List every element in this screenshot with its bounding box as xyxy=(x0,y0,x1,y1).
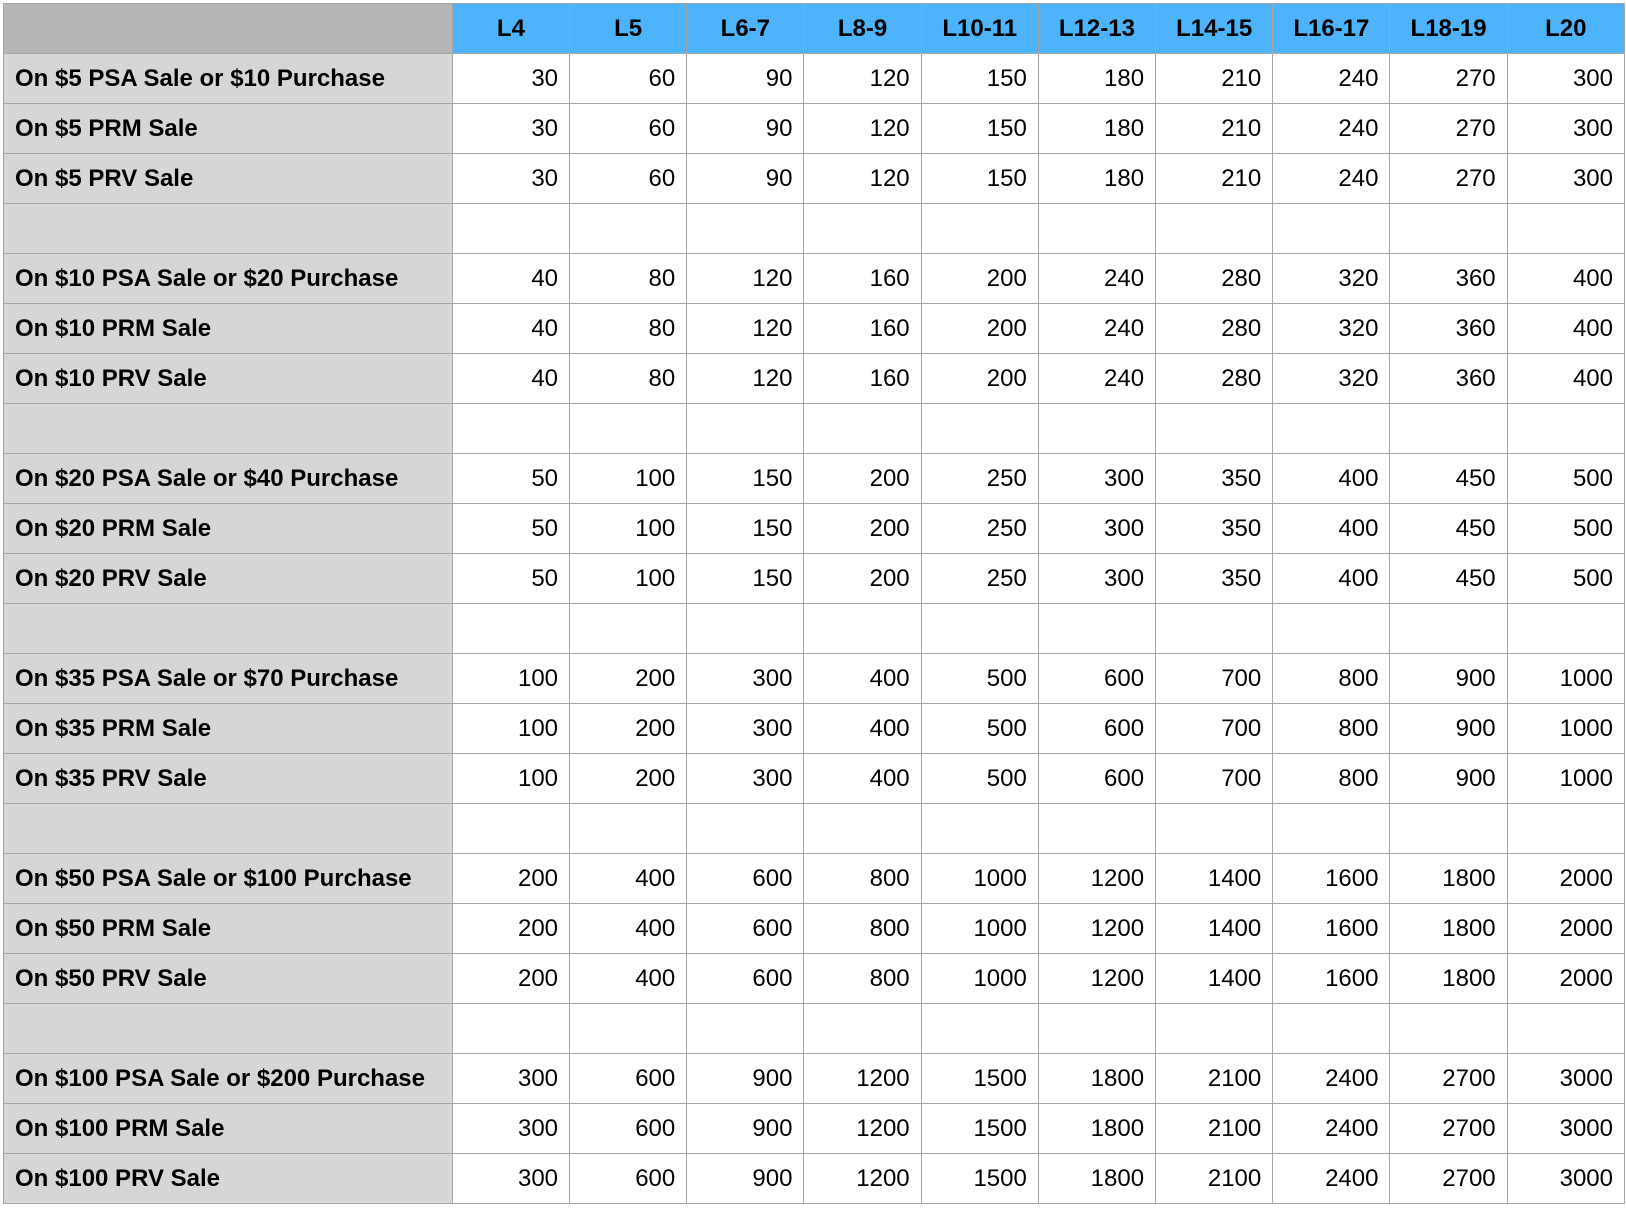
value-cell[interactable]: 30 xyxy=(452,154,569,204)
value-cell[interactable]: 270 xyxy=(1390,54,1507,104)
value-cell[interactable]: 280 xyxy=(1156,354,1273,404)
value-cell[interactable]: 2400 xyxy=(1273,1154,1390,1204)
value-cell[interactable]: 300 xyxy=(687,704,804,754)
column-header[interactable]: L16-17 xyxy=(1273,4,1390,54)
value-cell[interactable] xyxy=(1038,204,1155,254)
row-label[interactable] xyxy=(4,204,453,254)
value-cell[interactable]: 1400 xyxy=(1156,854,1273,904)
value-cell[interactable]: 320 xyxy=(1273,254,1390,304)
value-cell[interactable] xyxy=(1038,604,1155,654)
value-cell[interactable]: 700 xyxy=(1156,654,1273,704)
value-cell[interactable]: 900 xyxy=(1390,654,1507,704)
value-cell[interactable]: 800 xyxy=(1273,754,1390,804)
value-cell[interactable] xyxy=(1390,1004,1507,1054)
value-cell[interactable]: 50 xyxy=(452,454,569,504)
table-row xyxy=(4,54,1625,104)
value-cell[interactable]: 600 xyxy=(1038,654,1155,704)
value-cell[interactable]: 400 xyxy=(1507,254,1624,304)
value-cell[interactable]: 200 xyxy=(570,654,687,704)
value-cell[interactable] xyxy=(804,604,921,654)
value-cell[interactable]: 2700 xyxy=(1390,1104,1507,1154)
value-cell[interactable]: 200 xyxy=(452,904,569,954)
value-cell[interactable]: 400 xyxy=(804,754,921,804)
value-cell[interactable]: 120 xyxy=(687,304,804,354)
value-cell[interactable]: 450 xyxy=(1390,454,1507,504)
row-label[interactable] xyxy=(4,804,453,854)
value-cell[interactable]: 400 xyxy=(570,954,687,1004)
value-cell[interactable]: 250 xyxy=(921,454,1038,504)
value-cell[interactable]: 150 xyxy=(687,554,804,604)
value-cell[interactable]: 40 xyxy=(452,354,569,404)
value-cell[interactable]: 80 xyxy=(570,304,687,354)
value-cell[interactable]: 50 xyxy=(452,554,569,604)
value-cell[interactable] xyxy=(921,804,1038,854)
value-cell[interactable]: 1200 xyxy=(1038,954,1155,1004)
value-cell[interactable]: 90 xyxy=(687,54,804,104)
value-cell[interactable]: 450 xyxy=(1390,554,1507,604)
value-cell[interactable]: 160 xyxy=(804,354,921,404)
value-cell[interactable]: 1800 xyxy=(1390,854,1507,904)
row-label[interactable] xyxy=(4,604,453,654)
value-cell[interactable]: 600 xyxy=(1038,704,1155,754)
value-cell[interactable]: 1200 xyxy=(804,1104,921,1154)
value-cell[interactable] xyxy=(452,604,569,654)
value-cell[interactable]: 1400 xyxy=(1156,954,1273,1004)
value-cell[interactable]: 150 xyxy=(921,154,1038,204)
value-cell[interactable]: 210 xyxy=(1156,154,1273,204)
value-cell[interactable]: 400 xyxy=(1507,354,1624,404)
value-cell[interactable]: 210 xyxy=(1156,54,1273,104)
value-cell[interactable]: 600 xyxy=(570,1154,687,1204)
value-cell[interactable]: 60 xyxy=(570,154,687,204)
value-cell[interactable]: 800 xyxy=(1273,704,1390,754)
row-label[interactable]: On $50 PSA Sale or $100 Purchase xyxy=(4,854,453,904)
value-cell[interactable] xyxy=(1156,1004,1273,1054)
value-cell[interactable]: 3000 xyxy=(1507,1154,1624,1204)
value-cell[interactable]: 800 xyxy=(804,954,921,1004)
value-cell[interactable]: 200 xyxy=(570,704,687,754)
value-cell[interactable]: 240 xyxy=(1273,154,1390,204)
value-cell[interactable]: 400 xyxy=(1507,304,1624,354)
value-cell[interactable]: 210 xyxy=(1156,104,1273,154)
value-cell[interactable] xyxy=(804,404,921,454)
row-label[interactable]: On $50 PRV Sale xyxy=(4,954,453,1004)
value-cell[interactable]: 2100 xyxy=(1156,1104,1273,1154)
value-cell[interactable]: 400 xyxy=(1273,504,1390,554)
value-cell[interactable]: 150 xyxy=(921,104,1038,154)
row-label[interactable]: On $5 PRV Sale xyxy=(4,154,453,204)
value-cell[interactable] xyxy=(687,1004,804,1054)
row-label[interactable]: On $20 PRM Sale xyxy=(4,504,453,554)
table-row xyxy=(4,104,1625,154)
spacer-row xyxy=(4,204,1625,254)
value-cell[interactable]: 180 xyxy=(1038,104,1155,154)
spacer-row xyxy=(4,404,1625,454)
value-cell[interactable] xyxy=(1507,204,1624,254)
value-cell[interactable] xyxy=(1507,804,1624,854)
value-cell[interactable] xyxy=(570,404,687,454)
value-cell[interactable] xyxy=(570,204,687,254)
column-header[interactable]: L8-9 xyxy=(804,4,921,54)
table-row xyxy=(4,854,1625,904)
value-cell[interactable] xyxy=(687,604,804,654)
value-cell[interactable]: 2000 xyxy=(1507,954,1624,1004)
value-cell[interactable]: 1200 xyxy=(804,1154,921,1204)
table-row xyxy=(4,1104,1625,1154)
value-cell[interactable]: 240 xyxy=(1273,104,1390,154)
value-cell[interactable]: 1600 xyxy=(1273,854,1390,904)
value-cell[interactable]: 1600 xyxy=(1273,904,1390,954)
value-cell[interactable]: 160 xyxy=(804,304,921,354)
value-cell[interactable]: 800 xyxy=(804,904,921,954)
value-cell[interactable]: 100 xyxy=(570,504,687,554)
value-cell[interactable]: 600 xyxy=(1038,754,1155,804)
value-cell[interactable]: 200 xyxy=(452,954,569,1004)
table-row xyxy=(4,904,1625,954)
column-header[interactable]: L14-15 xyxy=(1156,4,1273,54)
row-label[interactable]: On $100 PRM Sale xyxy=(4,1104,453,1154)
value-cell[interactable]: 1200 xyxy=(1038,854,1155,904)
column-header[interactable]: L18-19 xyxy=(1390,4,1507,54)
value-cell[interactable]: 350 xyxy=(1156,554,1273,604)
value-cell[interactable]: 1800 xyxy=(1038,1154,1155,1204)
value-cell[interactable]: 1200 xyxy=(804,1054,921,1104)
value-cell[interactable]: 100 xyxy=(452,754,569,804)
value-cell[interactable]: 120 xyxy=(687,354,804,404)
value-cell[interactable]: 30 xyxy=(452,104,569,154)
value-cell[interactable]: 90 xyxy=(687,104,804,154)
value-cell[interactable]: 60 xyxy=(570,54,687,104)
value-cell[interactable]: 900 xyxy=(687,1154,804,1204)
value-cell[interactable]: 1500 xyxy=(921,1054,1038,1104)
value-cell[interactable]: 180 xyxy=(1038,54,1155,104)
value-cell[interactable]: 120 xyxy=(687,254,804,304)
value-cell[interactable]: 400 xyxy=(804,654,921,704)
points-table xyxy=(3,3,1625,1204)
value-cell[interactable] xyxy=(1273,604,1390,654)
value-cell[interactable]: 80 xyxy=(570,354,687,404)
value-cell[interactable]: 80 xyxy=(570,254,687,304)
value-cell[interactable] xyxy=(452,404,569,454)
value-cell[interactable]: 240 xyxy=(1038,304,1155,354)
value-cell[interactable]: 200 xyxy=(804,554,921,604)
value-cell[interactable]: 300 xyxy=(1038,554,1155,604)
value-cell[interactable]: 200 xyxy=(570,754,687,804)
row-label[interactable]: On $35 PRM Sale xyxy=(4,704,453,754)
value-cell[interactable]: 100 xyxy=(452,704,569,754)
value-cell[interactable] xyxy=(687,404,804,454)
value-cell[interactable]: 350 xyxy=(1156,504,1273,554)
value-cell[interactable]: 1000 xyxy=(921,854,1038,904)
value-cell[interactable]: 2000 xyxy=(1507,854,1624,904)
table-row xyxy=(4,354,1625,404)
value-cell[interactable]: 600 xyxy=(687,854,804,904)
value-cell[interactable] xyxy=(1507,1004,1624,1054)
value-cell[interactable]: 1000 xyxy=(1507,704,1624,754)
value-cell[interactable]: 400 xyxy=(570,904,687,954)
value-cell[interactable] xyxy=(1390,404,1507,454)
value-cell[interactable]: 1800 xyxy=(1390,954,1507,1004)
value-cell[interactable]: 100 xyxy=(570,554,687,604)
value-cell[interactable]: 160 xyxy=(804,254,921,304)
value-cell[interactable]: 300 xyxy=(1038,504,1155,554)
value-cell[interactable] xyxy=(1390,604,1507,654)
value-cell[interactable]: 100 xyxy=(452,654,569,704)
value-cell[interactable] xyxy=(452,204,569,254)
value-cell[interactable]: 2700 xyxy=(1390,1054,1507,1104)
value-cell[interactable]: 90 xyxy=(687,154,804,204)
row-label[interactable]: On $20 PSA Sale or $40 Purchase xyxy=(4,454,453,504)
table-row xyxy=(4,304,1625,354)
value-cell[interactable] xyxy=(1507,404,1624,454)
value-cell[interactable]: 2100 xyxy=(1156,1054,1273,1104)
value-cell[interactable]: 900 xyxy=(687,1054,804,1104)
column-header[interactable]: L20 xyxy=(1507,4,1624,54)
value-cell[interactable] xyxy=(570,804,687,854)
value-cell[interactable]: 500 xyxy=(1507,504,1624,554)
table-row xyxy=(4,1154,1625,1204)
value-cell[interactable]: 1000 xyxy=(921,954,1038,1004)
value-cell[interactable]: 300 xyxy=(687,654,804,704)
value-cell[interactable]: 2400 xyxy=(1273,1104,1390,1154)
column-header[interactable]: L4 xyxy=(452,4,569,54)
value-cell[interactable]: 3000 xyxy=(1507,1104,1624,1154)
value-cell[interactable]: 500 xyxy=(921,704,1038,754)
value-cell[interactable]: 500 xyxy=(921,654,1038,704)
table-row xyxy=(4,254,1625,304)
value-cell[interactable]: 1600 xyxy=(1273,954,1390,1004)
value-cell[interactable]: 320 xyxy=(1273,304,1390,354)
table-row xyxy=(4,554,1625,604)
value-cell[interactable]: 280 xyxy=(1156,254,1273,304)
row-label[interactable]: On $35 PSA Sale or $70 Purchase xyxy=(4,654,453,704)
value-cell[interactable]: 120 xyxy=(804,104,921,154)
value-cell[interactable]: 320 xyxy=(1273,354,1390,404)
value-cell[interactable]: 1000 xyxy=(921,904,1038,954)
column-header[interactable]: L12-13 xyxy=(1038,4,1155,54)
value-cell[interactable]: 300 xyxy=(452,1104,569,1154)
table-row xyxy=(4,504,1625,554)
value-cell[interactable]: 270 xyxy=(1390,104,1507,154)
value-cell[interactable] xyxy=(570,1004,687,1054)
value-cell[interactable]: 1200 xyxy=(1038,904,1155,954)
table-row xyxy=(4,1054,1625,1104)
spacer-row xyxy=(4,804,1625,854)
value-cell[interactable]: 600 xyxy=(570,1104,687,1154)
value-cell[interactable]: 500 xyxy=(921,754,1038,804)
value-cell[interactable] xyxy=(1273,404,1390,454)
row-label[interactable]: On $10 PRV Sale xyxy=(4,354,453,404)
header-row xyxy=(4,4,1625,54)
value-cell[interactable]: 300 xyxy=(1507,104,1624,154)
row-label[interactable]: On $20 PRV Sale xyxy=(4,554,453,604)
table-body xyxy=(4,54,1625,1204)
value-cell[interactable] xyxy=(1156,204,1273,254)
value-cell[interactable] xyxy=(804,804,921,854)
value-cell[interactable]: 270 xyxy=(1390,154,1507,204)
value-cell[interactable]: 1400 xyxy=(1156,904,1273,954)
value-cell[interactable]: 500 xyxy=(1507,554,1624,604)
value-cell[interactable]: 900 xyxy=(687,1104,804,1154)
value-cell[interactable]: 2700 xyxy=(1390,1154,1507,1204)
value-cell[interactable]: 1500 xyxy=(921,1104,1038,1154)
value-cell[interactable]: 200 xyxy=(921,354,1038,404)
value-cell[interactable] xyxy=(687,804,804,854)
row-label[interactable]: On $100 PSA Sale or $200 Purchase xyxy=(4,1054,453,1104)
value-cell[interactable]: 700 xyxy=(1156,704,1273,754)
value-cell[interactable] xyxy=(1507,604,1624,654)
table-row xyxy=(4,654,1625,704)
value-cell[interactable]: 280 xyxy=(1156,304,1273,354)
value-cell[interactable]: 150 xyxy=(687,504,804,554)
value-cell[interactable]: 1800 xyxy=(1038,1054,1155,1104)
value-cell[interactable]: 500 xyxy=(1507,454,1624,504)
table-row xyxy=(4,454,1625,504)
table-row xyxy=(4,754,1625,804)
value-cell[interactable] xyxy=(804,1004,921,1054)
value-cell[interactable]: 120 xyxy=(804,54,921,104)
value-cell[interactable]: 1000 xyxy=(1507,654,1624,704)
value-cell[interactable]: 600 xyxy=(687,954,804,1004)
value-cell[interactable] xyxy=(1390,204,1507,254)
value-cell[interactable]: 300 xyxy=(687,754,804,804)
value-cell[interactable]: 1000 xyxy=(1507,754,1624,804)
value-cell[interactable] xyxy=(921,1004,1038,1054)
row-label[interactable] xyxy=(4,1004,453,1054)
row-label[interactable]: On $100 PRV Sale xyxy=(4,1154,453,1204)
value-cell[interactable]: 60 xyxy=(570,104,687,154)
value-cell[interactable] xyxy=(921,204,1038,254)
value-cell[interactable] xyxy=(1038,804,1155,854)
value-cell[interactable] xyxy=(452,804,569,854)
value-cell[interactable]: 240 xyxy=(1038,354,1155,404)
value-cell[interactable]: 300 xyxy=(1038,454,1155,504)
value-cell[interactable] xyxy=(1038,404,1155,454)
value-cell[interactable] xyxy=(1273,204,1390,254)
row-label[interactable]: On $5 PRM Sale xyxy=(4,104,453,154)
value-cell[interactable]: 180 xyxy=(1038,154,1155,204)
spacer-row xyxy=(4,604,1625,654)
value-cell[interactable]: 400 xyxy=(1273,454,1390,504)
column-header[interactable]: L10-11 xyxy=(921,4,1038,54)
value-cell[interactable] xyxy=(804,204,921,254)
value-cell[interactable] xyxy=(570,604,687,654)
spacer-row xyxy=(4,1004,1625,1054)
table-row xyxy=(4,954,1625,1004)
value-cell[interactable]: 2100 xyxy=(1156,1154,1273,1204)
value-cell[interactable] xyxy=(1390,804,1507,854)
value-cell[interactable]: 300 xyxy=(1507,54,1624,104)
value-cell[interactable]: 40 xyxy=(452,304,569,354)
value-cell[interactable]: 40 xyxy=(452,254,569,304)
row-label[interactable]: On $5 PSA Sale or $10 Purchase xyxy=(4,54,453,104)
value-cell[interactable]: 200 xyxy=(452,854,569,904)
value-cell[interactable] xyxy=(1038,1004,1155,1054)
value-cell[interactable] xyxy=(452,1004,569,1054)
value-cell[interactable]: 1800 xyxy=(1390,904,1507,954)
value-cell[interactable]: 450 xyxy=(1390,504,1507,554)
value-cell[interactable]: 200 xyxy=(921,304,1038,354)
value-cell[interactable]: 200 xyxy=(804,504,921,554)
value-cell[interactable]: 400 xyxy=(804,704,921,754)
value-cell[interactable]: 150 xyxy=(687,454,804,504)
value-cell[interactable]: 250 xyxy=(921,554,1038,604)
value-cell[interactable]: 2400 xyxy=(1273,1054,1390,1104)
row-label[interactable]: On $50 PRM Sale xyxy=(4,904,453,954)
column-header[interactable]: L6-7 xyxy=(687,4,804,54)
value-cell[interactable]: 360 xyxy=(1390,254,1507,304)
table-row xyxy=(4,154,1625,204)
value-cell[interactable]: 600 xyxy=(687,904,804,954)
value-cell[interactable]: 30 xyxy=(452,54,569,104)
value-cell[interactable]: 240 xyxy=(1273,54,1390,104)
value-cell[interactable]: 100 xyxy=(570,454,687,504)
value-cell[interactable]: 3000 xyxy=(1507,1054,1624,1104)
column-header[interactable]: L5 xyxy=(570,4,687,54)
value-cell[interactable]: 900 xyxy=(1390,704,1507,754)
row-label[interactable]: On $10 PSA Sale or $20 Purchase xyxy=(4,254,453,304)
value-cell[interactable]: 120 xyxy=(804,154,921,204)
value-cell[interactable]: 900 xyxy=(1390,754,1507,804)
value-cell[interactable] xyxy=(1156,404,1273,454)
value-cell[interactable] xyxy=(1156,804,1273,854)
value-cell[interactable]: 2000 xyxy=(1507,904,1624,954)
value-cell[interactable]: 240 xyxy=(1038,254,1155,304)
value-cell[interactable]: 1500 xyxy=(921,1154,1038,1204)
value-cell[interactable]: 700 xyxy=(1156,754,1273,804)
table-row xyxy=(4,704,1625,754)
value-cell[interactable] xyxy=(687,204,804,254)
value-cell[interactable]: 250 xyxy=(921,504,1038,554)
value-cell[interactable]: 1800 xyxy=(1038,1104,1155,1154)
value-cell[interactable] xyxy=(921,404,1038,454)
value-cell[interactable]: 400 xyxy=(1273,554,1390,604)
value-cell[interactable]: 150 xyxy=(921,54,1038,104)
value-cell[interactable] xyxy=(1273,804,1390,854)
value-cell[interactable]: 200 xyxy=(804,454,921,504)
value-cell[interactable] xyxy=(921,604,1038,654)
value-cell[interactable]: 600 xyxy=(570,1054,687,1104)
value-cell[interactable]: 300 xyxy=(1507,154,1624,204)
corner-cell[interactable] xyxy=(4,4,453,54)
value-cell[interactable]: 200 xyxy=(921,254,1038,304)
row-label[interactable]: On $10 PRM Sale xyxy=(4,304,453,354)
value-cell[interactable]: 360 xyxy=(1390,304,1507,354)
value-cell[interactable]: 360 xyxy=(1390,354,1507,404)
value-cell[interactable]: 800 xyxy=(1273,654,1390,704)
value-cell[interactable] xyxy=(1156,604,1273,654)
value-cell[interactable]: 400 xyxy=(570,854,687,904)
value-cell[interactable] xyxy=(1273,1004,1390,1054)
value-cell[interactable]: 800 xyxy=(804,854,921,904)
value-cell[interactable]: 50 xyxy=(452,504,569,554)
value-cell[interactable]: 350 xyxy=(1156,454,1273,504)
row-label[interactable] xyxy=(4,404,453,454)
value-cell[interactable]: 300 xyxy=(452,1154,569,1204)
row-label[interactable]: On $35 PRV Sale xyxy=(4,754,453,804)
value-cell[interactable]: 300 xyxy=(452,1054,569,1104)
